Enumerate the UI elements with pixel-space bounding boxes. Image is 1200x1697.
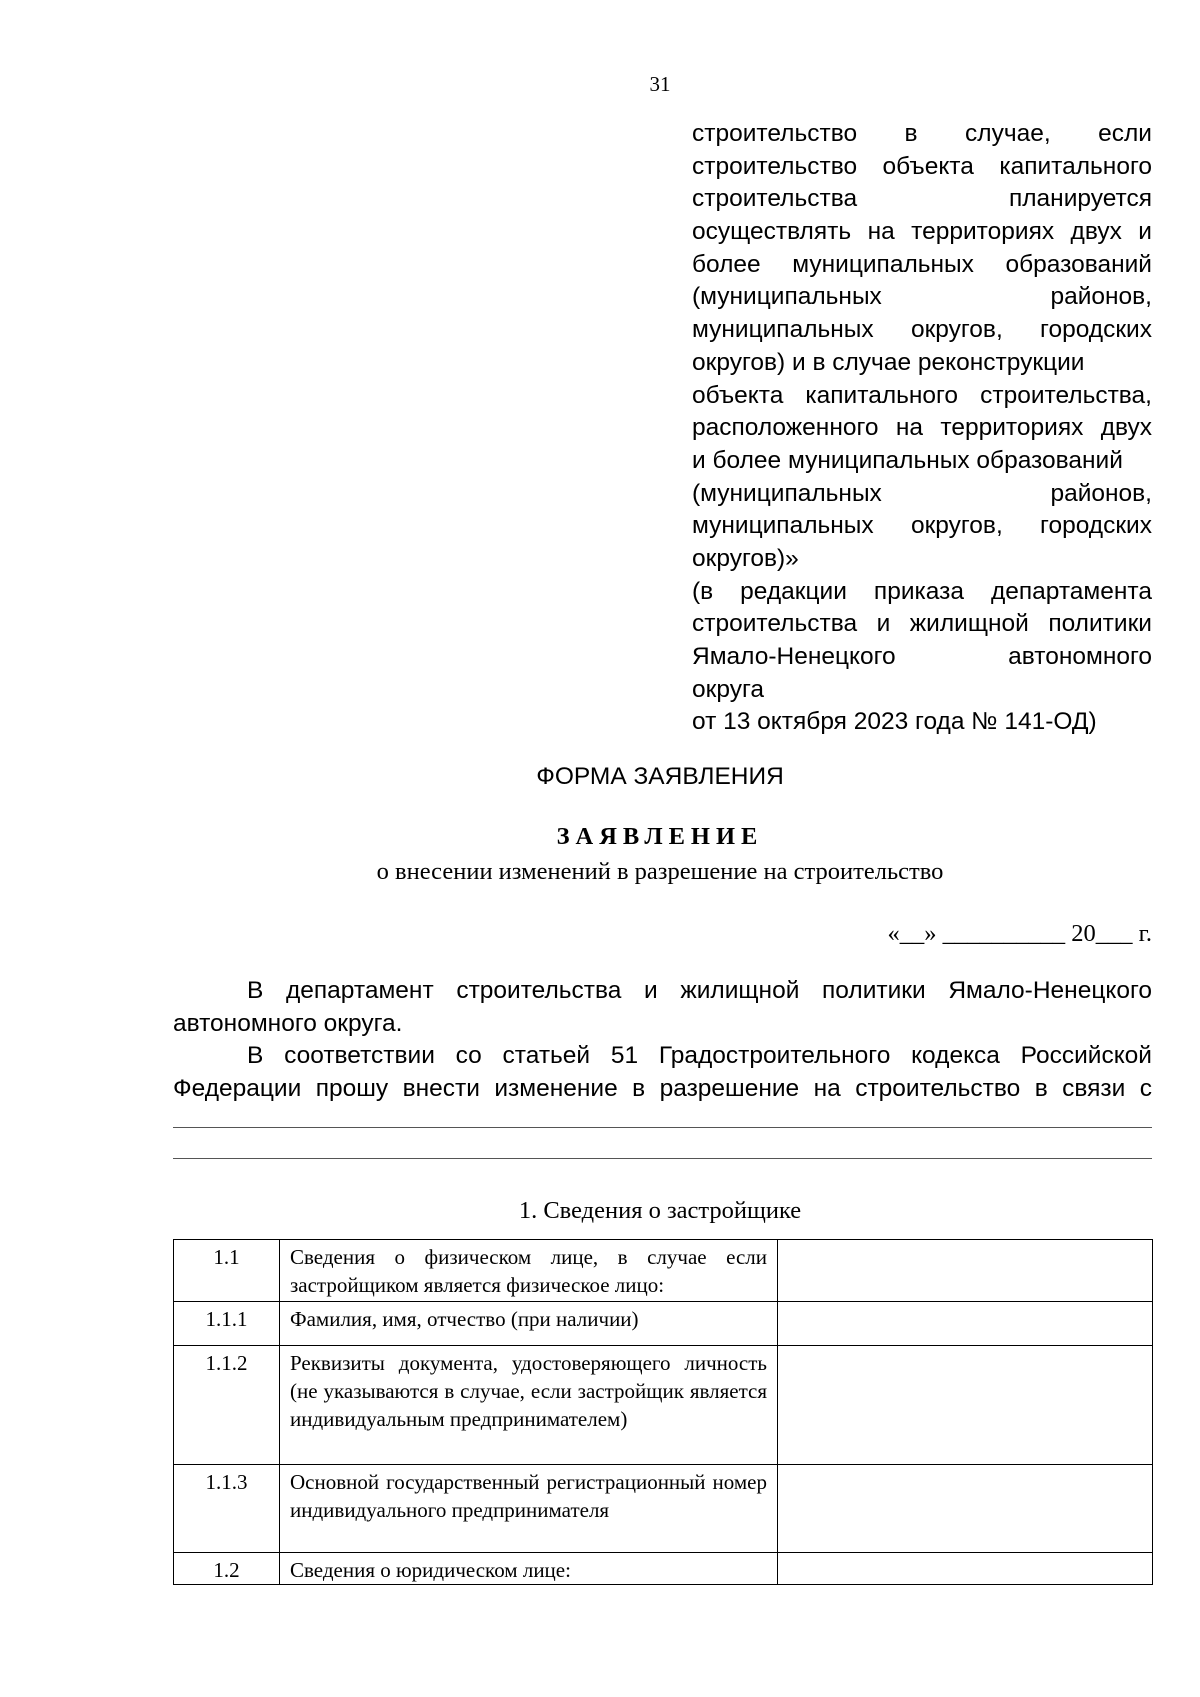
note-line xyxy=(692,249,1152,282)
request-paragraph: В соответствии со статьей 51 Градостроительного кодекса Российской Федерации прошу внести изменение в разрешение на строительство в связи с xyxy=(173,1042,1152,1102)
word: жилищной xyxy=(909,610,1029,638)
word: расположенного xyxy=(692,414,879,442)
row-description: Основной государственный регистрационный номер индивидуального предпринимателя xyxy=(280,1465,778,1553)
row-number: 1.1.2 xyxy=(174,1346,280,1465)
row-number: 1.1 xyxy=(174,1240,280,1302)
word: (муниципальных xyxy=(692,283,882,311)
table-row xyxy=(174,1302,1153,1346)
word: строительства, xyxy=(980,381,1152,409)
note-line xyxy=(692,281,1152,314)
word: в xyxy=(904,120,918,147)
word: муниципальных xyxy=(692,512,874,540)
word: (муниципальных xyxy=(692,479,882,507)
word: двух xyxy=(1100,414,1152,442)
note-line xyxy=(692,314,1152,347)
addressee-paragraph: В департамент строительства и жилищной политики Ямало-Ненецкого автономного округа. xyxy=(173,977,1152,1037)
fill-line xyxy=(173,1127,1152,1128)
word: приказа xyxy=(873,577,964,605)
section-title: 1. Сведения о застройщике xyxy=(518,1197,802,1224)
note-line: и более муниципальных образований xyxy=(692,446,1123,474)
word: муниципальных xyxy=(792,250,974,278)
word: департамента xyxy=(990,577,1152,605)
word: планируется xyxy=(1008,185,1152,213)
row-number: 1.1.3 xyxy=(174,1465,280,1553)
word: округов, xyxy=(910,512,1003,540)
note-line xyxy=(692,412,1152,445)
note-line xyxy=(692,216,1152,249)
note-line xyxy=(692,380,1152,413)
note-line xyxy=(692,510,1152,543)
word: районов, xyxy=(1050,283,1152,311)
word: строительство xyxy=(692,120,858,147)
row-description: Реквизиты документа, удостоверяющего личность (не указываются в случае, если застройщик является индивидуальным предпринимателем) xyxy=(280,1346,778,1465)
value-cell[interactable] xyxy=(778,1553,1153,1585)
date-line: «__» __________ 20___ г. xyxy=(887,920,1152,947)
word: строительства xyxy=(692,610,858,638)
value-cell[interactable] xyxy=(778,1240,1153,1302)
word: редакции xyxy=(740,577,847,605)
word: строительство xyxy=(692,152,858,180)
word: городских xyxy=(1040,316,1152,344)
value-cell[interactable] xyxy=(778,1346,1153,1465)
page-number: 31 xyxy=(649,72,671,96)
amendment-note xyxy=(692,118,1152,739)
word: двух xyxy=(1070,218,1122,246)
note-line xyxy=(692,641,1152,674)
note-line xyxy=(692,183,1152,216)
word: осуществлять xyxy=(692,218,852,246)
word: (в xyxy=(692,577,714,605)
note-line: округов)» xyxy=(692,544,799,572)
note-line: от 13 октября 2023 года № 141-ОД) xyxy=(692,708,1097,736)
word: территориях xyxy=(911,218,1055,246)
word: Ямало-Ненецкого xyxy=(692,643,896,670)
table-row xyxy=(174,1465,1153,1553)
table-row xyxy=(174,1553,1153,1585)
value-cell[interactable] xyxy=(778,1465,1153,1553)
word: и xyxy=(876,610,891,638)
table-row xyxy=(174,1346,1153,1465)
row-description: Сведения о юридическом лице: xyxy=(280,1553,778,1585)
form-title: ФОРМА ЗАЯВЛЕНИЯ xyxy=(536,763,784,790)
word: и xyxy=(1138,218,1152,246)
value-cell[interactable] xyxy=(778,1302,1153,1346)
row-number: 1.1.1 xyxy=(174,1302,280,1346)
word: строительства xyxy=(692,185,858,213)
word: на xyxy=(867,218,895,246)
word: территориях xyxy=(940,414,1084,442)
developer-info-table xyxy=(173,1239,1153,1585)
word: если xyxy=(1098,120,1152,147)
note-line xyxy=(692,576,1152,609)
word: случае, xyxy=(965,120,1051,147)
row-description: Сведения о физическом лице, в случае если застройщиком является физическое лицо: xyxy=(280,1240,778,1302)
word: политики xyxy=(1048,610,1152,638)
word: муниципальных xyxy=(692,316,874,344)
word: округов, xyxy=(910,316,1003,344)
word: объекта xyxy=(882,152,974,180)
word: образований xyxy=(1005,250,1152,278)
row-number: 1.2 xyxy=(174,1553,280,1585)
application-title: ЗАЯВЛЕНИЕ xyxy=(556,823,764,850)
table-row xyxy=(174,1240,1153,1302)
word: городских xyxy=(1040,512,1152,540)
word: более xyxy=(692,250,761,278)
note-line xyxy=(692,151,1152,184)
word: объекта xyxy=(692,381,784,409)
note-line xyxy=(692,608,1152,641)
fill-line xyxy=(173,1158,1152,1159)
word: районов, xyxy=(1050,479,1152,507)
word: капитального xyxy=(805,381,959,409)
word: на xyxy=(895,414,924,442)
word: автономного xyxy=(1008,643,1152,670)
note-line: округов) и в случае реконструкции xyxy=(692,348,1085,376)
note-line: округа xyxy=(692,675,764,703)
application-subtitle: о внесении изменений в разрешение на строительство xyxy=(376,858,944,885)
row-description: Фамилия, имя, отчество (при наличии) xyxy=(280,1302,778,1346)
note-line xyxy=(692,118,1152,151)
note-line xyxy=(692,478,1152,511)
word: капитального xyxy=(999,152,1152,180)
